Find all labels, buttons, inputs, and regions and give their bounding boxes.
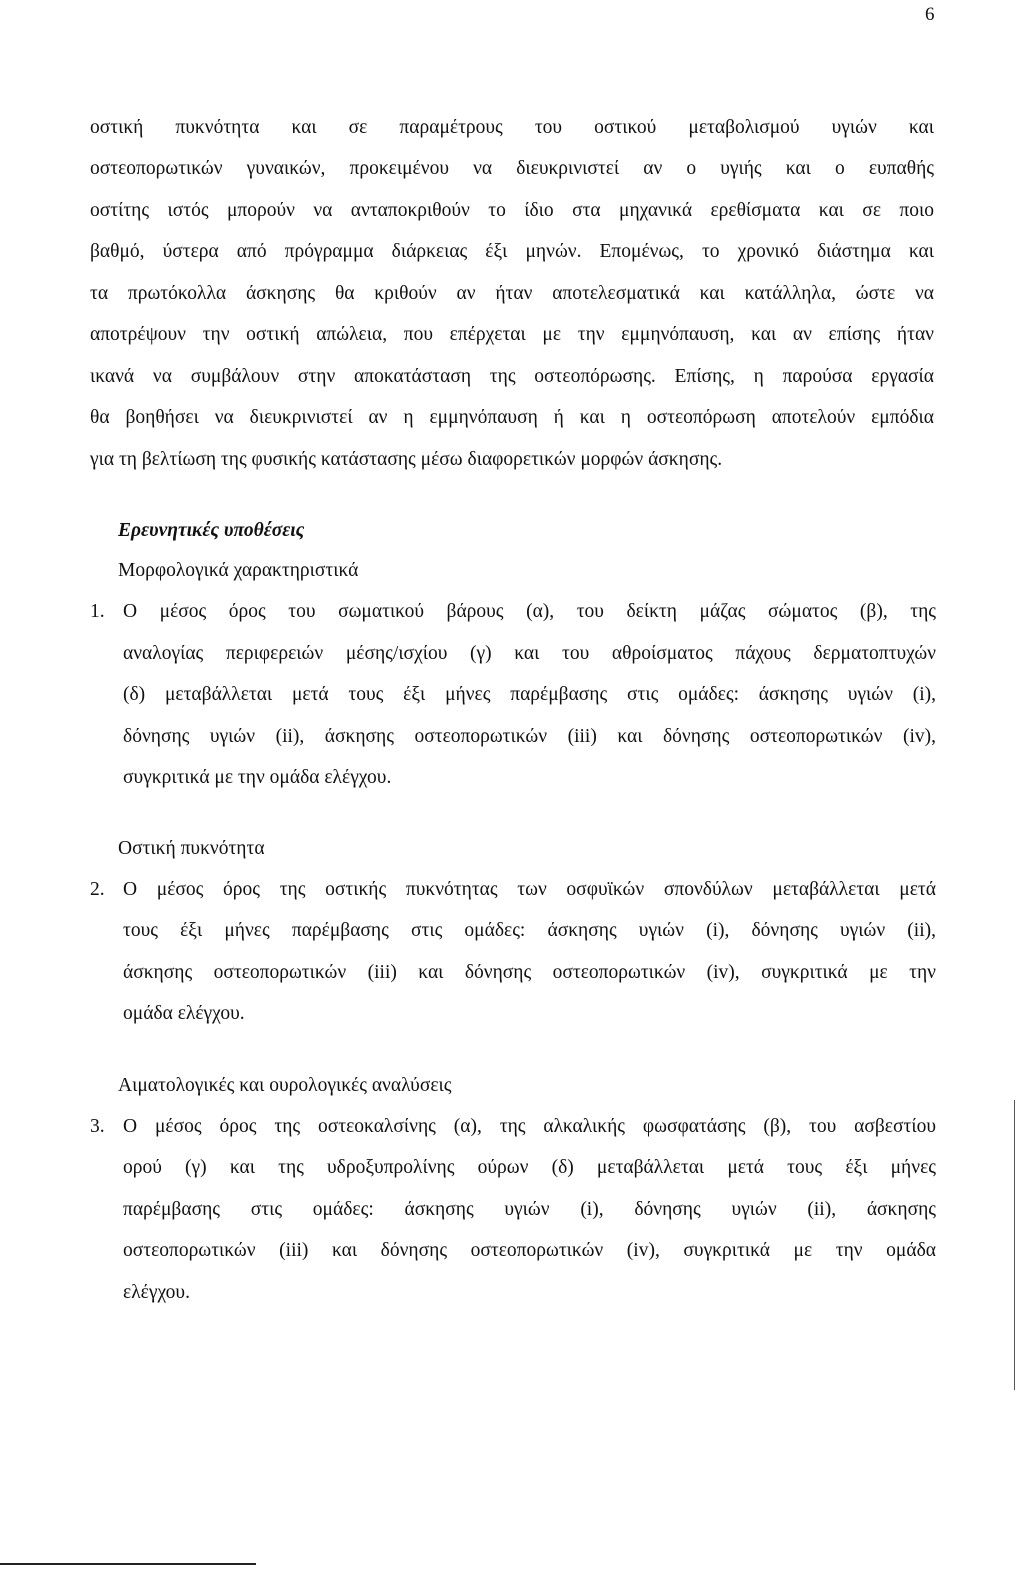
intro-line: θα βοηθήσει να διευκρινιστεί αν η εμμηνόπαυση ή και η οστεοπόρωση αποτελούν εμπόδια bbox=[90, 407, 934, 428]
intro-line: οστική πυκνότητα και σε παραμέτρους του οστικού μεταβολισμού υγιών και bbox=[90, 117, 934, 138]
item-line: ελέγχου. bbox=[123, 1282, 190, 1303]
section-title: Ερευνητικές υποθέσεις bbox=[118, 520, 305, 541]
subsection-title: Οστική πυκνότητα bbox=[118, 838, 265, 859]
item-line: ορού (γ) και της υδροξυπρολίνης ούρων (δ) μεταβάλλεται μετά τους έξι μήνες bbox=[123, 1157, 936, 1178]
footnote-rule bbox=[0, 1563, 256, 1565]
item-line: οστεοπορωτικών (iii) και δόνησης οστεοπορωτικών (iv), συγκριτικά με την ομάδα bbox=[123, 1240, 936, 1261]
intro-line: ικανά να συμβάλουν στην αποκατάσταση της οστεοπόρωσης. Επίσης, η παρούσα εργασία bbox=[90, 366, 934, 387]
subsection-title: Αιματολογικές και ουρολογικές αναλύσεις bbox=[118, 1075, 452, 1096]
intro-line: βαθμό, ύστερα από πρόγραμμα διάρκειας έξι μηνών. Επομένως, το χρονικό διάστημα και bbox=[90, 241, 934, 262]
item-line: παρέμβασης στις ομάδες: άσκησης υγιών (i), δόνησης υγιών (ii), άσκησης bbox=[123, 1199, 936, 1220]
intro-line: αποτρέψουν την οστική απώλεια, που επέρχεται με την εμμηνόπαυση, και αν επίσης ήταν bbox=[90, 324, 934, 345]
intro-line: οστεοπορωτικών γυναικών, προκειμένου να διευκρινιστεί αν ο υγιής και ο ευπαθής bbox=[90, 158, 934, 179]
subsection-title: Μορφολογικά χαρακτηριστικά bbox=[118, 560, 359, 581]
item-line: ομάδα ελέγχου. bbox=[123, 1003, 245, 1024]
item-line: δόνησης υγιών (ii), άσκησης οστεοπορωτικών (iii) και δόνησης οστεοπορωτικών (iv), bbox=[123, 726, 936, 747]
item-line: άσκησης οστεοπορωτικών (iii) και δόνησης οστεοπορωτικών (iv), συγκριτικά με την bbox=[123, 962, 936, 983]
scan-edge-mark bbox=[1014, 1100, 1015, 1390]
item-line: (δ) μεταβάλλεται μετά τους έξι μήνες παρέμβασης στις ομάδες: άσκησης υγιών (i), bbox=[123, 684, 936, 705]
item-line: αναλογίας περιφερειών μέσης/ισχίου (γ) και του αθροίσματος πάχους δερματοπτυχών bbox=[123, 643, 936, 664]
item-line: Ο μέσος όρος της οστεοκαλσίνης (α), της αλκαλικής φωσφατάσης (β), του ασβεστίου bbox=[123, 1116, 936, 1137]
intro-line: οστίτης ιστός μπορούν να ανταποκριθούν το ίδιο στα μηχανικά ερεθίσματα και σε ποιο bbox=[90, 200, 934, 221]
intro-line: για τη βελτίωση της φυσικής κατάστασης μέσω διαφορετικών μορφών άσκησης. bbox=[90, 449, 723, 470]
item-line: Ο μέσος όρος του σωματικού βάρους (α), του δείκτη μάζας σώματος (β), της bbox=[123, 601, 936, 622]
item-line: Ο μέσος όρος της οστικής πυκνότητας των οσφυϊκών σπονδύλων μεταβάλλεται μετά bbox=[123, 879, 936, 900]
item-line: συγκριτικά με την ομάδα ελέγχου. bbox=[123, 767, 392, 788]
item-number: 3. bbox=[90, 1116, 105, 1137]
item-number: 1. bbox=[90, 601, 105, 622]
intro-line: τα πρωτόκολλα άσκησης θα κριθούν αν ήταν αποτελεσματικά και κατάλληλα, ώστε να bbox=[90, 283, 934, 304]
item-number: 2. bbox=[90, 879, 105, 900]
item-line: τους έξι μήνες παρέμβασης στις ομάδες: άσκησης υγιών (i), δόνησης υγιών (ii), bbox=[123, 920, 936, 941]
page-number: 6 bbox=[925, 4, 935, 25]
